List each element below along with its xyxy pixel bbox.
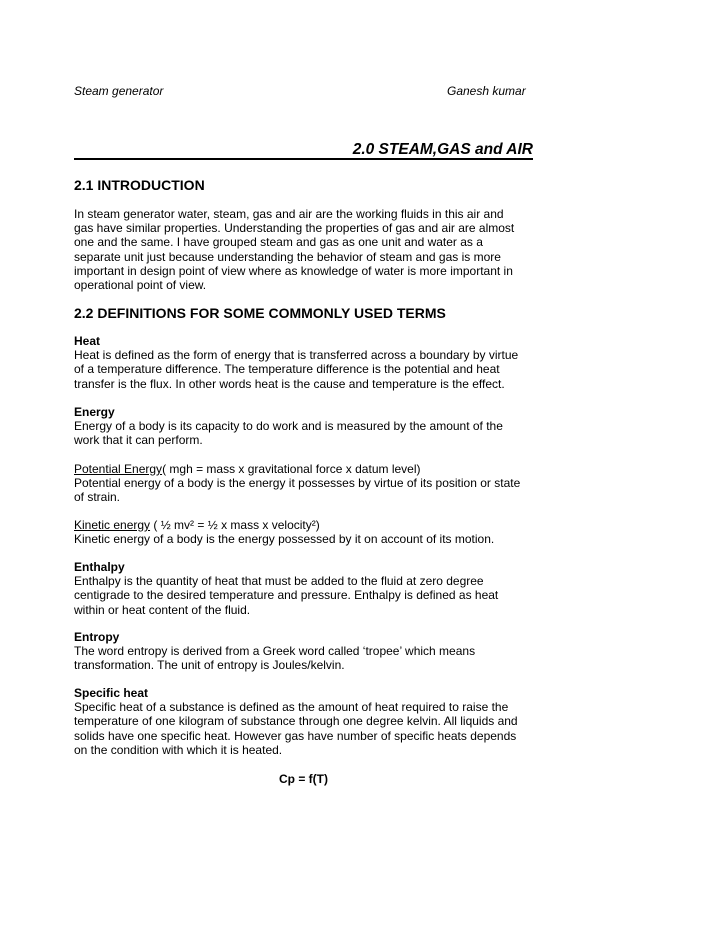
term-title: Heat: [74, 334, 101, 348]
term-title: Entropy: [74, 630, 120, 644]
term-specific-heat: [74, 686, 536, 757]
text-line: solids have one specific heat. However gas have number of specific heats depends: [74, 728, 517, 743]
text-line: Heat is defined as the form of energy that is transferred across a boundary by virtue: [74, 348, 519, 363]
text-line: on the condition with which it is heated.: [74, 742, 283, 757]
text-line: Specific heat of a substance is defined as the amount of heat required to raise the: [74, 700, 509, 715]
chapter-title: 2.0 STEAM,GAS and AIR: [352, 141, 533, 158]
term-energy: [74, 405, 536, 448]
section-heading-introduction: 2.1 INTRODUCTION: [74, 177, 205, 193]
term-heat: [74, 334, 536, 391]
text-line: transfer is the flux. In other words heat is the cause and temperature is the effect.: [74, 376, 505, 391]
text-line: temperature of one kilogram of substance through one degree kelvin. All liquids and: [74, 714, 518, 729]
term-heading-line: [74, 518, 536, 532]
term-title: Energy: [74, 405, 115, 419]
text-line: of a temperature difference. The temperature difference is the potential and heat: [74, 362, 500, 377]
text-line: of strain.: [74, 490, 121, 505]
section-heading-definitions: 2.2 DEFINITIONS FOR SOME COMMONLY USED TERMS: [74, 305, 446, 321]
text-line: one and the same. I have grouped steam and gas as one unit and water as a: [74, 235, 483, 250]
term-potential-energy: [74, 462, 536, 505]
term-enthalpy: [74, 560, 536, 617]
text-line: gas have similar properties. Understanding the properties of gas and air are almost: [74, 221, 515, 236]
text-line: centigrade to the desired temperature and pressure. Enthalpy is defined as heat: [74, 588, 499, 603]
term-heading-line: [74, 462, 536, 476]
text-line: Potential energy of a body is the energy it possesses by virtue of its position or state: [74, 476, 521, 491]
title-rule: [74, 158, 533, 160]
term-entropy: [74, 630, 536, 673]
term-formula: ( ½ mv² = ½ x mass x velocity²): [150, 518, 320, 532]
formula-text: Cp = f(T): [279, 772, 328, 786]
text-line: within or heat content of the fluid.: [74, 602, 251, 617]
text-line: separate unit just because understanding the behavior of steam and gas is more: [74, 249, 501, 264]
term-kinetic-energy: [74, 518, 536, 546]
term-title: Enthalpy: [74, 560, 125, 574]
text-line: Enthalpy is the quantity of heat that must be added to the fluid at zero degree: [74, 574, 484, 589]
running-header-left: Steam generator: [74, 84, 164, 98]
text-line: important in design point of view where as knowledge of water is more important in: [74, 263, 513, 278]
text-line: Energy of a body is its capacity to do work and is measured by the amount of the: [74, 419, 503, 434]
text-line: In steam generator water, steam, gas and air are the working fluids in this air and: [74, 207, 504, 221]
term-title: Specific heat: [74, 686, 149, 700]
term-title: Kinetic energy: [74, 518, 151, 532]
introduction-paragraph: [74, 207, 536, 292]
text-line: The word entropy is derived from a Greek word called ‘tropee’ which means: [74, 644, 476, 659]
text-line: Kinetic energy of a body is the energy possessed by it on account of its motion.: [74, 532, 495, 547]
text-line: transformation. The unit of entropy is Joules/kelvin.: [74, 658, 345, 673]
text-line: operational point of view.: [74, 278, 207, 293]
text-line: work that it can perform.: [74, 433, 203, 448]
formula-block: [0, 772, 606, 786]
term-title: Potential Energy: [74, 462, 163, 476]
running-header-right: Ganesh kumar: [447, 84, 526, 98]
term-formula: ( mgh = mass x gravitational force x datum level): [162, 462, 421, 476]
